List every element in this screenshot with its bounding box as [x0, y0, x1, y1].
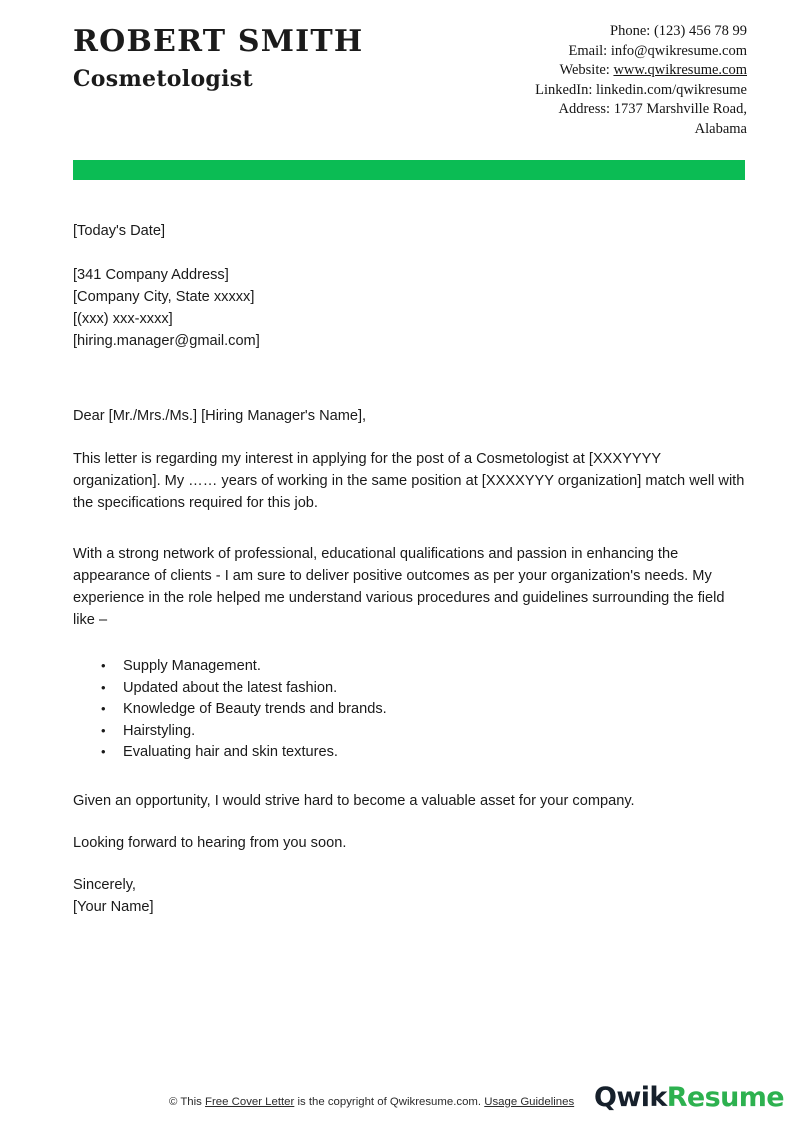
contact-website — [535, 61, 747, 81]
contact-phone-value: (123) 456 78 99 — [653, 23, 747, 39]
recipient-line: [(xxx) xxx-xxxx] — [73, 311, 173, 327]
contact-linkedin — [535, 81, 747, 101]
copyright-middle: is the copyright of Qwikresume.com. — [294, 1096, 485, 1108]
applicant-name: ROBERT SMITH — [73, 24, 364, 59]
closing-salutation: Sincerely, — [73, 876, 136, 893]
letter-header — [73, 22, 747, 139]
usage-guidelines-link[interactable]: Usage Guidelines — [484, 1096, 575, 1108]
list-item: • Updated about the latest fashion. — [123, 678, 745, 700]
contact-phone — [535, 22, 747, 42]
copyright-notice — [169, 1095, 574, 1110]
logo-text-resume: Resume — [666, 1082, 784, 1113]
recipient-line: [341 Company Address] — [73, 267, 229, 283]
qwikresume-logo[interactable] — [594, 1082, 784, 1113]
contact-email-label: Email: — [568, 42, 608, 59]
copyright-prefix: © This — [169, 1096, 206, 1108]
contact-email — [535, 42, 747, 62]
list-item: • Hairstyling. — [123, 721, 745, 743]
spacer — [73, 631, 745, 656]
contact-address — [535, 100, 747, 120]
contact-address-line1: 1737 Marshville Road, — [613, 101, 747, 117]
list-item: • Evaluating hair and skin textures. — [123, 742, 745, 764]
paragraph-4: Looking forward to hearing from you soon. — [73, 834, 347, 851]
contact-website-link[interactable]: www.qwikresume.com — [613, 62, 747, 78]
contact-address-label: Address: — [558, 101, 611, 117]
signature-block — [73, 874, 745, 918]
spacer — [73, 514, 745, 543]
logo-text-qwik: Qwik — [594, 1082, 667, 1113]
paragraph-1: This letter is regarding my interest in applying for the post of a Cosmetologist at [XXXYYYY organization]. My …… years of working in the same position at [XXXXYYY organization] match well with the specifications required for this job. — [73, 451, 745, 511]
contact-details-block — [535, 22, 747, 139]
recipient-line: [hiring.manager@gmail.com] — [73, 333, 260, 349]
page-footer — [0, 1082, 800, 1130]
skills-list — [73, 656, 745, 764]
spacer — [73, 427, 745, 448]
spacer — [73, 352, 745, 405]
contact-linkedin-label: LinkedIn: — [535, 81, 593, 98]
letter-body — [73, 220, 745, 918]
identity-block — [73, 22, 363, 91]
paragraph-2: With a strong network of professional, educational qualifications and passion in enhancing the appearance of clients - I am sure to deliver positive outcomes as per your organization's needs. My experience in the role helped me understand various procedures and guidelines surrounding the field like – — [73, 546, 725, 628]
list-item: • Supply Management. — [123, 656, 745, 678]
spacer — [73, 854, 745, 874]
contact-email-value: info@qwikresume.com — [610, 42, 747, 59]
salutation: Dear [Mr./Mrs./Ms.] [Hiring Manager's Name], — [73, 408, 367, 424]
contact-website-label: Website: — [559, 62, 610, 78]
spacer — [73, 812, 745, 832]
contact-phone-label: Phone: — [610, 23, 651, 39]
recipient-line: [Company City, State xxxxx] — [73, 289, 255, 305]
list-item: • Knowledge of Beauty trends and brands. — [123, 699, 745, 721]
accent-bar — [73, 160, 745, 180]
spacer — [73, 242, 745, 264]
letter-date: [Today's Date] — [73, 223, 166, 239]
applicant-job-title: Cosmetologist — [73, 65, 253, 92]
signature-name: [Your Name] — [73, 898, 154, 915]
spacer — [73, 764, 745, 790]
contact-linkedin-value[interactable]: linkedin.com/qwikresume — [595, 81, 747, 98]
free-cover-letter-link[interactable]: Free Cover Letter — [205, 1096, 295, 1108]
recipient-block — [73, 264, 745, 352]
paragraph-3: Given an opportunity, I would strive hard to become a valuable asset for your company. — [73, 792, 635, 809]
contact-address-line2: Alabama — [694, 120, 747, 137]
